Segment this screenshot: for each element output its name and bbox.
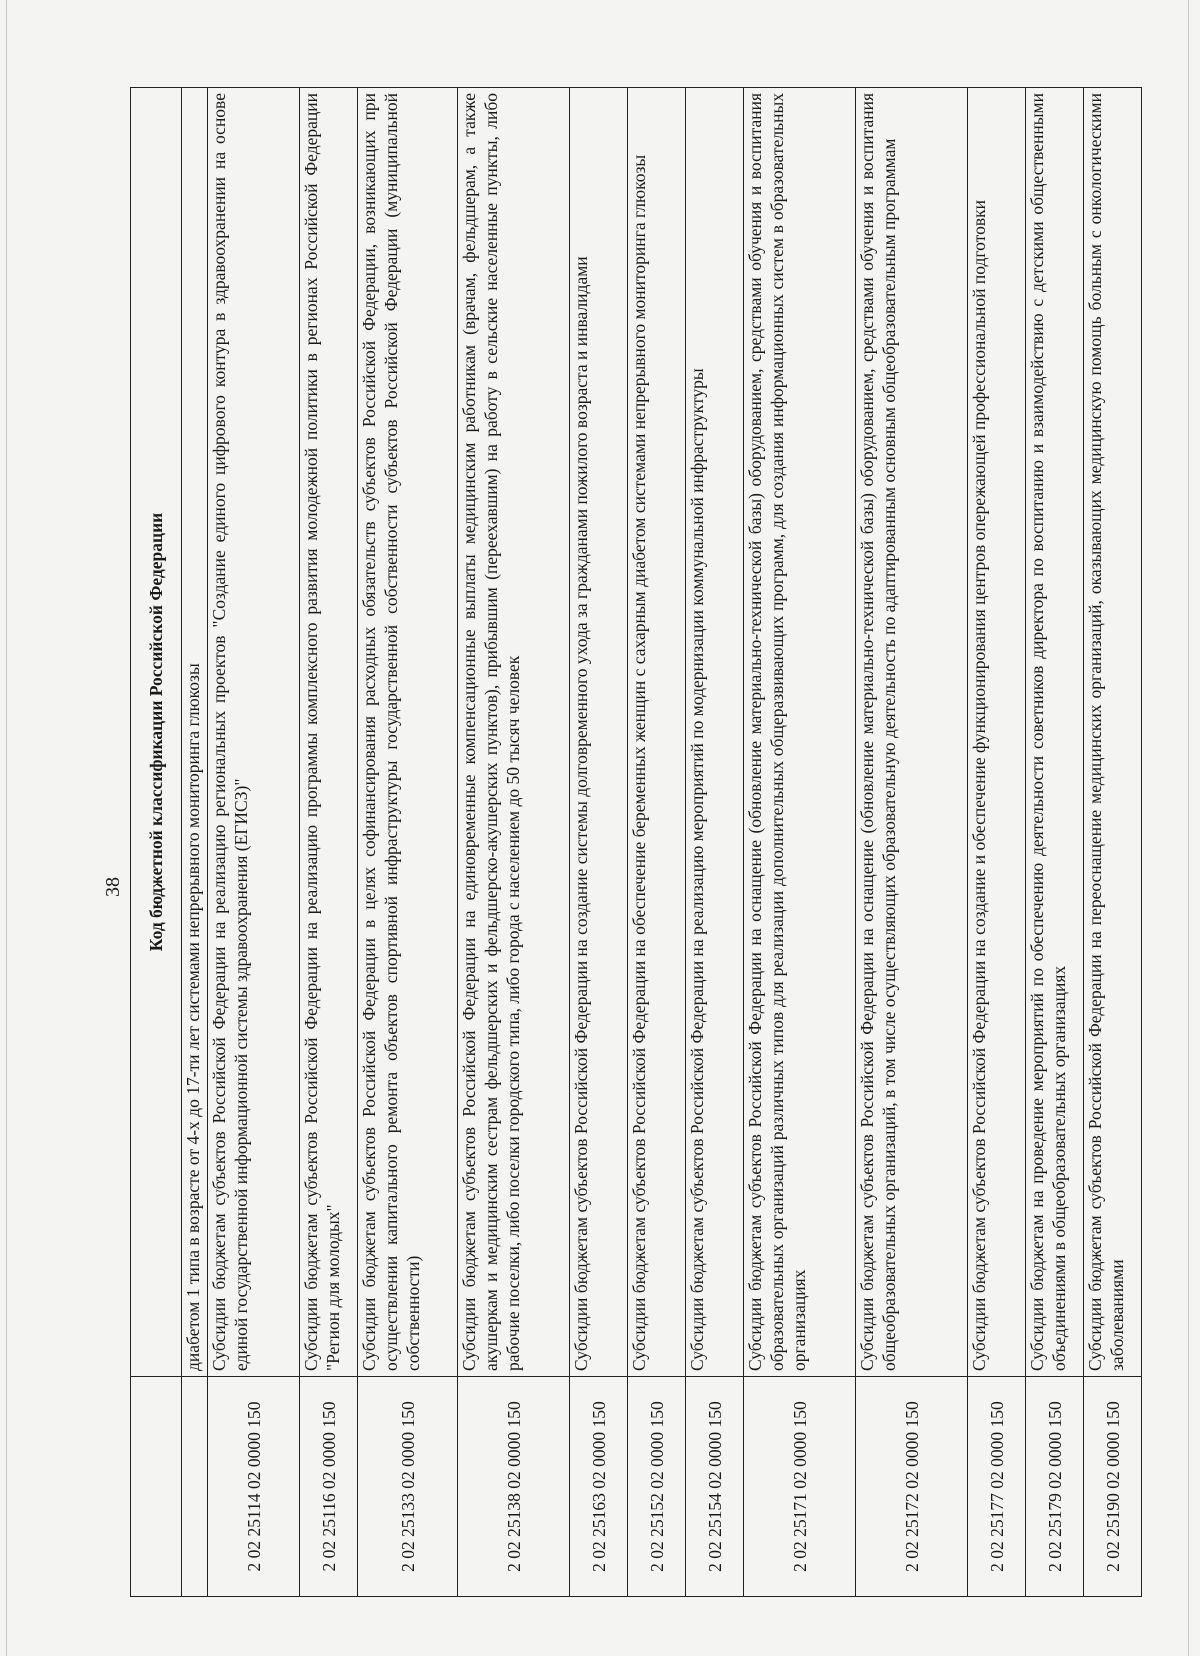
scan-edge-left <box>6 0 7 1656</box>
code-cell: 2 02 25138 02 0000 150 <box>458 1377 570 1597</box>
description-cell: Субсидии бюджетам субъектов Российской Федерации на оснащение (обновление материально-технической базы) оборудованием, средствами обучения и воспитания общеобразовательных организаций, в том числе осуществляющих образовательную деятельность по адаптированным основным общеобразовательным программам <box>856 88 968 1377</box>
table-row <box>208 88 300 1597</box>
scan-edge-right <box>1188 0 1189 1656</box>
table-row <box>182 88 208 1597</box>
table-row <box>1026 88 1084 1597</box>
code-cell: 2 02 25163 02 0000 150 <box>570 1377 628 1597</box>
header-empty-cell <box>131 1377 182 1597</box>
code-cell: 2 02 25179 02 0000 150 <box>1026 1377 1084 1597</box>
page-number: 38 <box>102 877 124 897</box>
description-cell: Субсидии бюджетам субъектов Российской Федерации в целях софинансирования расходных обязательств субъектов Российской Федерации, возникающих при осуществлении капитального ремонта объектов спортивной инфраструктуры государственной собственности субъектов Российской Федерации (муниципальной собственности) <box>358 88 458 1377</box>
description-cell: Субсидии бюджетам субъектов Российской Федерации на переоснащение медицинских организаций, оказывающих медицинскую помощь больным с онкологическими заболеваниями <box>1084 88 1142 1377</box>
description-cell: Субсидии бюджетам субъектов Российской Федерации на реализацию программы комплексного развития молодежной политики в регионах Российской Федерации "Регион для молодых" <box>300 88 358 1377</box>
description-cell: Субсидии бюджетам субъектов Российской Федерации на обеспечение беременных женщин с сахарным диабетом системами непрерывного мониторинга глюкозы <box>628 88 686 1377</box>
code-cell: 2 02 25154 02 0000 150 <box>686 1377 744 1597</box>
table-row <box>300 88 358 1597</box>
table-row <box>856 88 968 1597</box>
code-cell: 2 02 25152 02 0000 150 <box>628 1377 686 1597</box>
code-cell <box>182 1377 208 1597</box>
table-header-row <box>131 88 182 1597</box>
budget-code-table <box>130 87 1142 1597</box>
description-cell: Субсидии бюджетам на проведение мероприятий по обеспечению деятельности советников директора по воспитанию и взаимодействию с детскими общественными объединениями в общеобразовательных организациях <box>1026 88 1084 1377</box>
table-row <box>744 88 856 1597</box>
table-row <box>458 88 570 1597</box>
table-row <box>358 88 458 1597</box>
description-cell: Субсидии бюджетам субъектов Российской Федерации на создание и обеспечение функционирования центров опережающей профессиональной подготовки <box>968 88 1026 1377</box>
description-cell: Субсидии бюджетам субъектов Российской Федерации на создание системы долговременного ухода за гражданами пожилого возраста и инвалидами <box>570 88 628 1377</box>
table-row <box>1084 88 1142 1597</box>
code-cell: 2 02 25116 02 0000 150 <box>300 1377 358 1597</box>
code-cell: 2 02 25114 02 0000 150 <box>208 1377 300 1597</box>
table-row <box>686 88 744 1597</box>
table-row <box>628 88 686 1597</box>
table-header: Код бюджетной классификации Российской Федерации <box>131 88 182 1377</box>
description-cell: диабетом 1 типа в возрасте от 4-х до 17-ти лет системами непрерывного мониторинга глюкозы <box>182 88 208 1377</box>
description-cell: Субсидии бюджетам субъектов Российской Федерации на реализацию региональных проектов "Создание единого цифрового контура в здравоохранении на основе единой государственной информационной системы здравоохранения (ЕГИСЗ)" <box>208 88 300 1377</box>
description-cell: Субсидии бюджетам субъектов Российской Федерации на единовременные компенсационные выплаты медицинским работникам (врачам, фельдшерам, а также акушеркам и медицинским сестрам фельдшерских и фельдшерско-акушерских пунктов), прибывшим (переехавшим) на работу в сельские населенные пункты, либо рабочие поселки, либо поселки городского типа, либо города с населением до 50 тысяч человек <box>458 88 570 1377</box>
code-cell: 2 02 25177 02 0000 150 <box>968 1377 1026 1597</box>
code-cell: 2 02 25133 02 0000 150 <box>358 1377 458 1597</box>
description-cell: Субсидии бюджетам субъектов Российской Федерации на оснащение (обновление материально-технической базы) оборудованием, средствами обучения и воспитания образовательных организаций различных типов для реализации дополнительных общеразвивающих программ, для создания информационных систем в образовательных организациях <box>744 88 856 1377</box>
code-cell: 2 02 25171 02 0000 150 <box>744 1377 856 1597</box>
table-row <box>570 88 628 1597</box>
description-cell: Субсидии бюджетам субъектов Российской Федерации на реализацию мероприятий по модернизации коммунальной инфраструктуры <box>686 88 744 1377</box>
table-row <box>968 88 1026 1597</box>
rotated-content <box>102 87 1127 1597</box>
code-cell: 2 02 25172 02 0000 150 <box>856 1377 968 1597</box>
code-cell: 2 02 25190 02 0000 150 <box>1084 1377 1142 1597</box>
